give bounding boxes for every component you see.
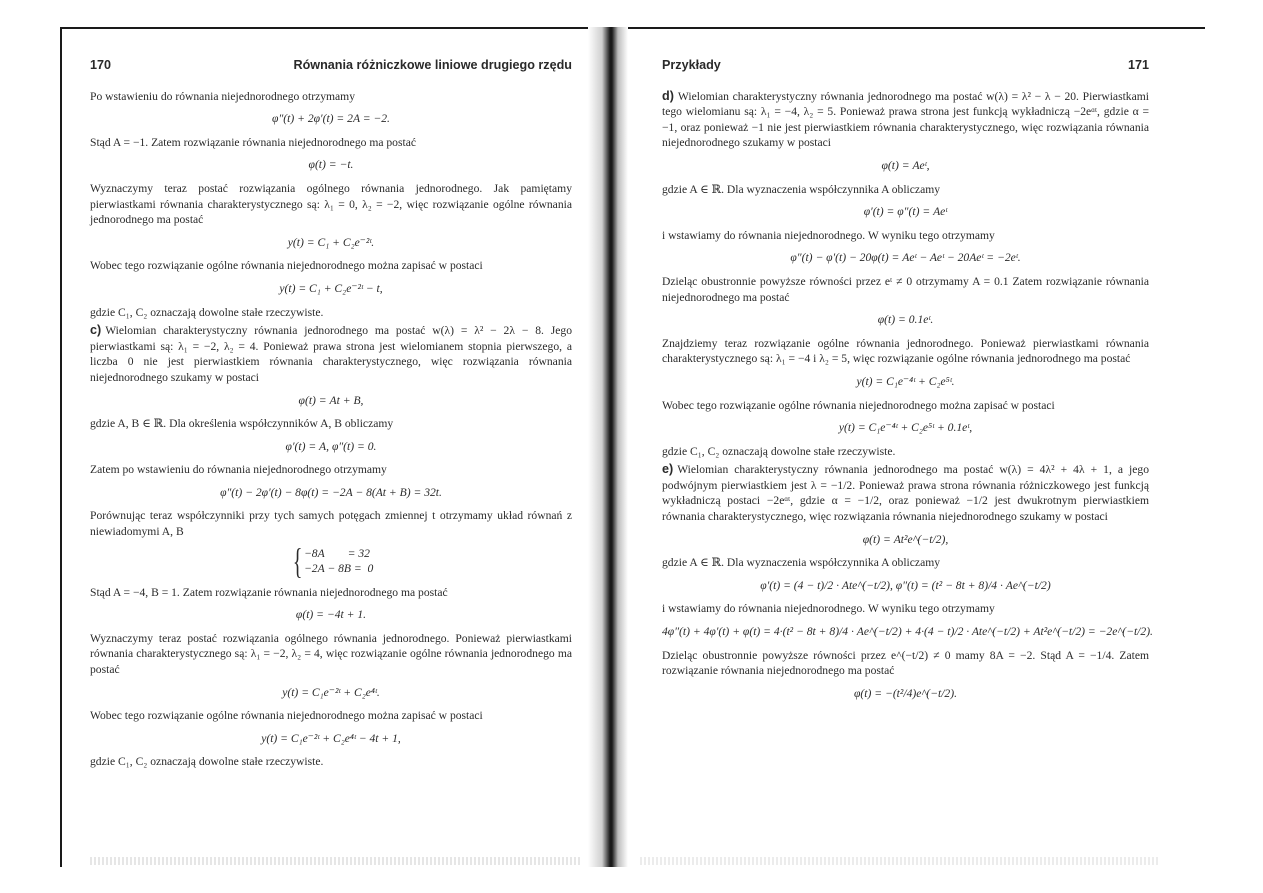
system-lines — [304, 546, 373, 576]
paragraph: Po wstawieniu do równania niejednorodnego otrzymamy — [90, 89, 355, 103]
book-spine-shadow — [588, 27, 628, 867]
paragraph: Zatem po wstawieniu do równania niejednorodnego otrzymamy — [90, 463, 387, 477]
right-page-body — [662, 88, 1153, 702]
equation: y(t) = C₁ + C₂e⁻²ᵗ. — [287, 235, 375, 249]
equation: φ′(t) = φ″(t) = Aeᵗ — [863, 205, 948, 219]
equation: φ″(t) − 2φ′(t) − 8φ(t) = −2A − 8(At + B) = 32t. — [220, 485, 442, 499]
equation: 4φ″(t) + 4φ′(t) + φ(t) = 4·(t² − 8t + 8)/4 · Ae^(−t/2) + 4·(4 − t)/2 · Ate^(−t/2) + At²e^(−t/2) = −2e^(−t/2). — [662, 625, 1153, 639]
paragraph: Dzieląc obustronnie powyższe równości przez eᵗ ≠ 0 otrzymamy A = 0.1 Zatem rozwiązanie równania niejednorodnego ma postać — [662, 274, 1149, 304]
paragraph: Wobec tego rozwiązanie ogólne równania niejednorodnego można zapisać w postaci — [90, 259, 483, 273]
example-paragraph — [90, 323, 572, 385]
paragraph: Dzieląc obustronnie powyższe równości przez e^(−t/2) ≠ 0 mamy 8A = −2. Stąd A = −1/4. Zatem rozwiązanie równania niejednorodnego ma postać — [662, 648, 1149, 678]
equation: y(t) = C₁ + C₂e⁻²ᵗ − t, — [279, 281, 383, 295]
paragraph: gdzie A ∈ ℝ. Dla wyznaczenia współczynnika A obliczamy — [662, 556, 941, 570]
paragraph: Stąd A = −1. Zatem rozwiązanie równania niejednorodnego ma postać — [90, 135, 417, 149]
running-title: Równania różniczkowe liniowe drugiego rzędu — [293, 58, 572, 72]
example-text: Wielomian charakterystyczny równania jednorodnego ma postać w(λ) = λ² − λ − 20. Pierwiastkami tego wielomianu są: λ₁ = −4, λ₂ = 5. Ponieważ prawa strona jest funkcją wykładniczą −2eᵅᵗ, gdzie α = −1, oraz ponieważ −1 nie jest pierwiastkiem równania charakterystycznego, więc rozwiązania równania niejednorodnego szukamy w postaci — [662, 89, 1149, 150]
paragraph: Porównując teraz współczynniki przy tych samych potęgach zmiennej t otrzymamy układ równań z niewiadomymi A, B — [90, 509, 572, 539]
example-text: Wielomian charakterystyczny równania jednorodnego ma postać w(λ) = λ² − 2λ − 8. Jego pierwiastkami są: λ₁ = −2, λ₂ = 4. Ponieważ prawa strona jest wielomianem stopnia pierwszego, a liczba 0 nie jest pierwiastkiem równania charakterystycznego, więc rozwiązania równania niejednorodnego szukamy w postaci — [90, 324, 572, 384]
equation: φ(t) = 0.1eᵗ. — [877, 313, 934, 327]
right-running-head — [662, 58, 1149, 74]
equation: φ(t) = Aeᵗ, — [881, 158, 930, 172]
right-page — [662, 50, 1153, 709]
example-label: c) — [90, 323, 102, 338]
equation: y(t) = C₁e⁻⁴ᵗ + C₂e⁵ᵗ. — [856, 374, 955, 388]
paragraph: gdzie C₁, C₂ oznaczają dowolne stałe rzeczywiste. — [662, 444, 896, 458]
equation: φ′(t) = (4 − t)/2 · Ate^(−t/2), φ″(t) = (t² − 8t + 8)/4 · Ae^(−t/2) — [760, 578, 1051, 592]
left-page-body — [90, 89, 572, 770]
page-number: 170 — [90, 58, 112, 72]
paragraph: Stąd A = −4, B = 1. Zatem rozwiązanie równania niejednorodnego ma postać — [90, 585, 448, 599]
paragraph: gdzie C₁, C₂ oznaczają dowolne stałe rzeczywiste. — [90, 755, 324, 769]
left-running-head — [90, 58, 572, 74]
equation: φ′(t) = A, φ″(t) = 0. — [285, 439, 377, 453]
system-line: −2A − 8B = 0 — [303, 561, 374, 575]
scan-noise-right — [640, 857, 1160, 865]
paragraph: gdzie A ∈ ℝ. Dla wyznaczenia współczynnika A obliczamy — [662, 182, 941, 196]
equation: φ″(t) − φ′(t) − 20φ(t) = Aeᵗ − Aeᵗ − 20Aeᵗ = −2eᵗ. — [790, 251, 1021, 265]
equation: φ(t) = At²e^(−t/2), — [862, 532, 949, 546]
example-text: Wielomian charakterystyczny równania jednorodnego ma postać w(λ) = 4λ² + 4λ + 1, a jego podwójnym pierwiastkiem jest λ = −1/2. Ponieważ prawa strona równania różniczkowego jest funkcją wykładniczą postaci −2eᵅᵗ, gdzie α = −1/2, oraz ponieważ −1/2 jest dwukrotnym pierwiastkiem równania charakterystycznego, więc rozwiązania równania niejednorodnego szukamy w postaci — [662, 463, 1149, 524]
example-paragraph — [662, 89, 1149, 151]
equation: φ(t) = −(t²/4)e^(−t/2). — [854, 686, 957, 700]
paragraph: i wstawiamy do równania niejednorodnego. W wyniku tego otrzymamy — [662, 228, 995, 242]
paragraph: gdzie C₁, C₂ oznaczają dowolne stałe rzeczywiste. — [90, 305, 324, 319]
example-label: e) — [662, 462, 674, 477]
equation: y(t) = C₁e⁻²ᵗ + C₂e⁴ᵗ − 4t + 1, — [261, 731, 401, 745]
paragraph: Wobec tego rozwiązanie ogólne równania niejednorodnego można zapisać w postaci — [662, 398, 1055, 412]
left-page — [90, 50, 572, 773]
system-line: −8A = 32 — [303, 546, 370, 560]
paragraph: Wyznaczymy teraz postać rozwiązania ogólnego równania jednorodnego. Jak pamiętamy pierwiastkami równania charakterystycznego są: λ₁ = 0, λ₂ = −2, więc rozwiązanie ogólne równania jednorodnego ma postać — [90, 181, 572, 227]
equation: φ″(t) + 2φ′(t) = 2A = −2. — [272, 112, 390, 126]
page-number: 171 — [1127, 58, 1149, 72]
running-title: Przykłady — [662, 58, 721, 72]
equation: φ(t) = −t. — [308, 158, 354, 172]
equation: φ(t) = At + B, — [298, 393, 364, 407]
paragraph: i wstawiamy do równania niejednorodnego. W wyniku tego otrzymamy — [662, 602, 995, 616]
left-page-edge — [60, 27, 62, 867]
paragraph: Znajdziemy teraz rozwiązanie ogólne równania jednorodnego. Ponieważ pierwiastkami równania charakterystycznego są: λ₁ = −4 i λ₂ = 5, więc rozwiązanie ogólne równania jednorodnego ma postać — [662, 336, 1149, 366]
top-rule — [60, 27, 1205, 29]
paragraph: gdzie A, B ∈ ℝ. Dla określenia współczynników A, B obliczamy — [90, 417, 394, 431]
equation: y(t) = C₁e⁻⁴ᵗ + C₂e⁵ᵗ + 0.1eᵗ, — [838, 421, 973, 435]
example-label: d) — [662, 88, 674, 103]
equation: φ(t) = −4t + 1. — [295, 608, 367, 622]
equation: y(t) = C₁e⁻²ᵗ + C₂e⁴ᵗ. — [282, 685, 380, 699]
paragraph: Wyznaczymy teraz postać rozwiązania ogólnego równania jednorodnego. Ponieważ pierwiastkami równania charakterystycznego są: λ₁ = −2, λ₂ = 4, więc rozwiązanie ogólne równania jednorodnego ma postać — [90, 631, 572, 677]
scan-noise-left — [90, 857, 580, 865]
paragraph: Wobec tego rozwiązanie ogólne równania niejednorodnego można zapisać w postaci — [90, 709, 483, 723]
example-paragraph — [662, 462, 1149, 524]
equation-system — [90, 540, 572, 581]
left-brace: { — [292, 540, 303, 581]
